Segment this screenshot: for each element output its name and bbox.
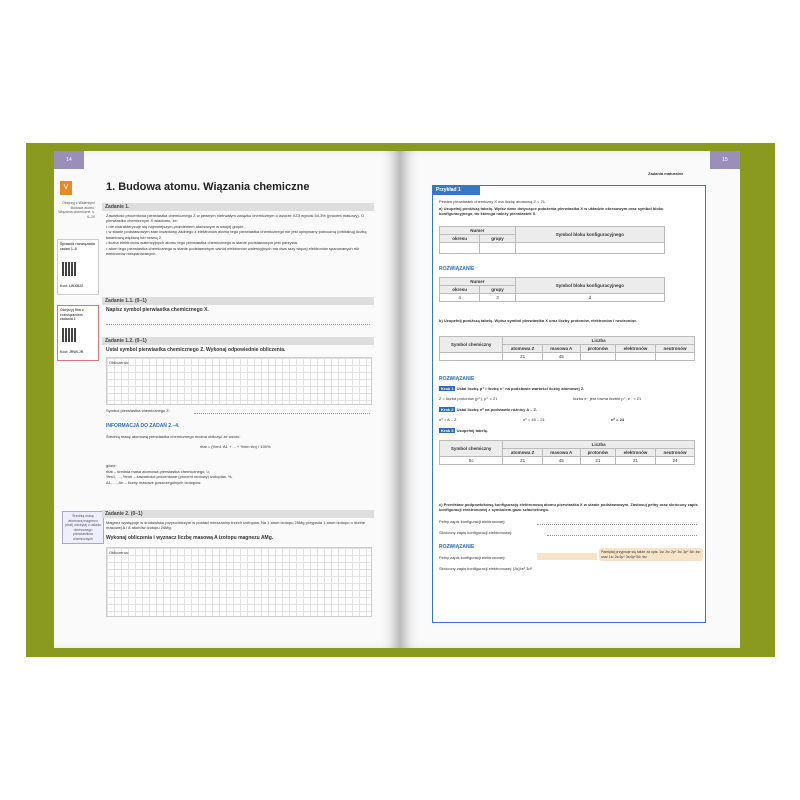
table-header: Liczba [503, 441, 695, 449]
left-page [54, 151, 400, 648]
table-cell[interactable] [616, 353, 656, 361]
example-box [432, 185, 706, 623]
short-config-label: Skrócony zapis konfiguracji elektronowej: [439, 530, 513, 535]
list-item: m̄at – średnia masa atomowa pierwiastka chemicznego, u, [106, 469, 210, 474]
table-header: protonów [580, 449, 615, 457]
table-header: Symbol bloku konfiguracyjnego [515, 227, 664, 243]
step-badge: Krok 2 [441, 407, 454, 412]
task12-text: Ustal symbol pierwiastka chemicznego Z. Wykonaj odpowiednie obliczenia. [106, 347, 286, 353]
table-header: grupy [480, 286, 516, 294]
formula: m̄at = (%m1·A1 + ... + %mn·An) / 100% [200, 444, 271, 449]
symbol-label: Symbol pierwiastka chemicznego Z: [106, 408, 170, 413]
table-b-empty [439, 336, 695, 361]
chapter-badge: V [60, 181, 72, 195]
table-header: Symbol chemiczny [440, 337, 503, 353]
table-header: neutronów [656, 449, 695, 457]
solution-heading: ROZWIĄZANIE [439, 376, 475, 382]
page-number-left: 14 [54, 151, 84, 169]
short-config-solution: Skrócony zapis konfiguracji elektronowej: [Ar]4s² 3d¹ [439, 566, 532, 571]
qr-code-icon [62, 262, 76, 276]
table-cell[interactable] [515, 243, 664, 254]
task1-heading: Zadanie 1. [102, 203, 374, 211]
table-header: Numer [440, 278, 516, 286]
table-cell: 24 [656, 457, 695, 465]
task1-bullets [106, 224, 370, 256]
calc-label: Obliczenia: [109, 360, 129, 365]
table-cell[interactable] [580, 353, 615, 361]
question-a: a) Uzupełnij poniższą tabelę. Wpisz dane dotyczące położenia pierwiastka X w układzie okresowym oraz symbol bloku konfiguracyjnego, do którego należy pierwiastek X. [439, 206, 664, 217]
side-note-1: Obejrzyj z Walentym! Budowa atomu. Wiązania chemiczne, s. 6–20 [58, 201, 95, 219]
list-item: • liczba elektronów walencyjnych atomu tego pierwiastka chemicznego w stanie podstawowym jest parzysta, [106, 240, 298, 246]
step-text: Uzupełnij tabelę. [456, 428, 489, 433]
table-a-solution [439, 277, 665, 302]
task11-text: Napisz symbol pierwiastka chemicznego X. [106, 307, 209, 313]
calc-label: Obliczenia: [109, 550, 129, 555]
table-cell: 21 [616, 457, 656, 465]
answer-line[interactable] [537, 524, 697, 525]
table-header: Symbol bloku konfiguracyjnego [515, 278, 664, 294]
step-3 [439, 428, 699, 433]
table-header: elektronów [616, 345, 656, 353]
table-cell[interactable] [656, 353, 695, 361]
definitions [106, 469, 366, 485]
list-item: • w stanie podstawowym stan kwantowy żadnego z elektronów atomu tego pierwiastka chemicznego nie jest opisywany poboczną (orbitalną) liczbą kwantową większą lub równą 2, [106, 229, 367, 240]
table-cell[interactable] [440, 353, 503, 361]
table-cell: 3 [480, 294, 516, 302]
step-badge: Krok 1 [441, 386, 454, 391]
table-header: Liczba [503, 337, 695, 345]
answer-line[interactable] [547, 535, 697, 536]
qr-code-icon [62, 328, 76, 342]
task12-heading: Zadanie 1.2. (0–1) [102, 337, 374, 345]
table-cell: 4 [440, 294, 480, 302]
table-header: atomowa Z [503, 449, 543, 457]
step-2-c: n⁰ = 24 [611, 417, 625, 422]
list-item: • atom tego pierwiastka chemicznego w stanie podstawowym wśród elektronów walencyjnych ma dwa razy więcej elektronów sparowanych niż elektronów niesparowanych. [106, 245, 359, 256]
step-2-b: n⁰ = 45 – 21 [523, 417, 545, 422]
table-header: elektronów [616, 449, 656, 457]
example-title: Przykład 1 [433, 186, 480, 195]
right-page [400, 151, 740, 648]
highlight-marker [537, 553, 597, 560]
table-cell[interactable] [440, 243, 480, 254]
question-b: b) Uzupełnij poniższą tabelę. Wpisz symbol pierwiastka X oraz liczby protonów, elektronów i neutronów. [439, 318, 637, 323]
calculation-grid[interactable] [106, 547, 372, 617]
table-header: neutronów [656, 345, 695, 353]
table-cell: 21 [503, 353, 543, 361]
step-1 [439, 386, 699, 391]
side-note-3: Średnią masę atomową magnezu (m̄at) odczytaj z układu okresowego pierwiastków chemicznych [62, 511, 104, 544]
table-cell: 45 [542, 353, 580, 361]
chapter-title: 1. Budowa atomu. Wiązania chemiczne [106, 181, 310, 193]
tip-box: Pamiętaj przyjmuje się także za opis: 1s² 2s² 2p⁶ 3s² 3p⁶ 3d¹ 4s² oraz 1s² 2s²2p⁶ 3s²3p⁶3d¹ 4s² [599, 548, 703, 561]
table-b-solution [439, 440, 695, 465]
step-2 [439, 407, 699, 412]
table-header: protonów [580, 345, 615, 353]
step-text: Ustal liczbę p⁺ i liczbę e⁻ na podstawie wartości liczby atomowej Z. [456, 386, 585, 391]
table-header: Symbol chemiczny [440, 441, 503, 457]
step-2-a: n⁰ = A – Z [439, 417, 457, 422]
table-cell: 21 [503, 457, 543, 465]
task1-text: Zawartość procentowa pierwiastka chemicznego Z w pewnym nietrwałym związku chemicznym o wzorze XZ3 wynosi 54,3% (procent masowy). O pierwiastku chemicznym X wiadomo, że: [106, 213, 365, 224]
gdzie-label: gdzie: [106, 463, 117, 468]
intro-text: Pewien pierwiastek chemiczny X ma liczbę atomową Z = 21. [439, 199, 547, 204]
list-item: %m1, ..., %mn – zawartości procentowe (procent molowy) izotopów, %, [106, 474, 233, 480]
step-badge: Krok 3 [441, 428, 454, 433]
answer-line[interactable] [106, 324, 370, 325]
page-number-right: 15 [710, 151, 740, 169]
side-box-qr-2[interactable] [57, 305, 99, 361]
task11-heading: Zadanie 1.1. (0–1) [102, 297, 374, 305]
table-header: masowa A [542, 345, 580, 353]
calculation-grid[interactable] [106, 357, 372, 405]
side-box-code: Kod: LWXBJ2 [60, 284, 83, 288]
page-header: Zadania maturalne [648, 171, 684, 176]
table-header: masowa A [542, 449, 580, 457]
step-1-b: liczba e⁻ jest równa liczbie p⁺, e⁻ = 21 [573, 396, 642, 401]
table-cell: d [515, 294, 664, 302]
info-text: Średnią masę atomową pierwiastka chemicznego można obliczyć ze wzoru: [106, 434, 241, 439]
step-text: Ustal liczbę n⁰ na podstawie różnicy A – Z. [456, 407, 538, 412]
table-cell[interactable] [480, 243, 516, 254]
table-cell: 21 [580, 457, 615, 465]
info-heading: INFORMACJA DO ZADAŃ 2.–4. [106, 423, 180, 429]
task2-heading: Zadanie 2. (0–1) [102, 510, 374, 518]
table-cell: Sc [440, 457, 503, 465]
task2-instruction: Wykonaj obliczenia i wyznacz liczbę masową A izotopu magnezu AMg. [106, 535, 274, 541]
list-item: A1, ..., An – liczby masowe poszczególnych izotopów. [106, 479, 202, 485]
side-box2-code: Kod: JRWLJR [60, 350, 84, 354]
side-box-title: Sprawdź rozwiązania zadań 1–8 [60, 242, 96, 251]
solution-heading: ROZWIĄZANIE [439, 266, 475, 272]
list-item: • nie charakteryzuje się najmniejszym promieniem atomowym w swojej grupie, [106, 224, 245, 229]
side-box-qr-1[interactable] [57, 239, 99, 295]
table-header: Numer [440, 227, 516, 235]
side-box2-title: Obejrzyj film z rozwiązaniem zadania 1 [60, 308, 84, 322]
answer-line[interactable] [194, 413, 370, 414]
question-c: c) Przedstaw podpowłokową konfigurację elektronową atomu pierwiastka X w stanie podstawowym. Zastosuj pełny oraz skrócony zapis konfiguracji elektronowej z symbolem gazu szlachetnego. [439, 502, 698, 513]
full-config-solution-label: Pełny zapis konfiguracji elektronowej: [439, 555, 506, 560]
table-header: atomowa Z [503, 345, 543, 353]
solution-heading: ROZWIĄZANIE [439, 544, 475, 550]
task2-text: Magnez występuje w środowisku przyrodniczym w postaci mieszaniny trzech izotopów. Na 1 atom izotopu 25Mg przypada 1 atom izotopu o liczbie masowej A i 8 atomów izotopu 24Mg. [106, 520, 366, 531]
table-header: okresu [440, 235, 480, 243]
step-1-a: Z = liczba protonów (p⁺), p⁺ = 21 [439, 396, 498, 401]
table-header: grupy [480, 235, 516, 243]
full-config-label: Pełny zapis konfiguracji elektronowej: [439, 519, 506, 524]
table-a-empty [439, 226, 665, 254]
table-header: okresu [440, 286, 480, 294]
table-cell: 45 [542, 457, 580, 465]
